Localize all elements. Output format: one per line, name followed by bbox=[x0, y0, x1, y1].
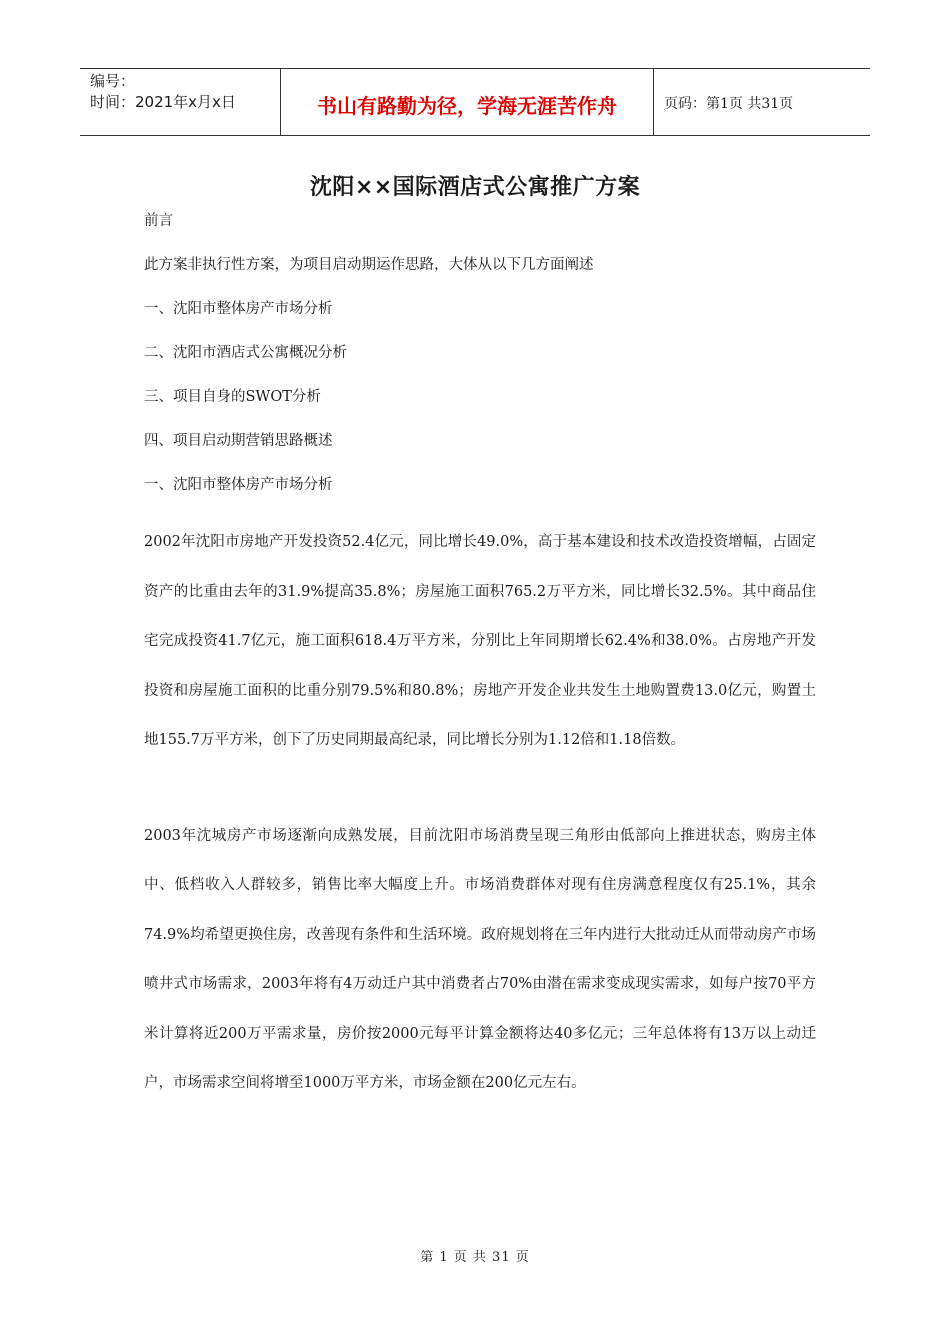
outline-item-2: 二、沈阳市酒店式公寓概况分析 bbox=[144, 345, 347, 361]
page-label: 页码：第1页 共31页 bbox=[664, 96, 794, 112]
time-label: 时间：2021年x月x日 bbox=[90, 93, 236, 111]
preface-heading: 前言 bbox=[144, 213, 173, 229]
header-meta-cell bbox=[80, 69, 281, 135]
document-header bbox=[80, 68, 870, 136]
page-footer: 第 1 页 共 31 页 bbox=[420, 1250, 530, 1265]
header-page-cell bbox=[654, 69, 870, 135]
outline-item-4: 四、项目启动期营销思路概述 bbox=[144, 433, 333, 449]
paragraph-2003-market: 2003年沈城房产市场逐渐向成熟发展，目前沈阳市场消费呈现三角形由低部向上推进状态，购房主体中、低档收入人群较多，销售比率大幅度上升。市场消费群体对现有住房满意程度仅有25.1%，其余74.9%均希望更换住房，改善现有条件和生活环境。政府规划将在三年内进行大批动迁从而带动房产市场喷井式市场需求，2003年将有4万动迁户其中消费者占70%由潜在需求变成现实需求，如每户按70平方米计算将近200万平需求量，房价按2000元每平计算金额将达40多亿元；三年总体将有13万以上动迁户，市场需求空间将增至1000万平方米，市场金额在200亿元左右。 bbox=[144, 827, 816, 1091]
outline-item-3: 三、项目自身的SWOT分析 bbox=[144, 389, 321, 405]
document-body bbox=[144, 209, 816, 1109]
document-title: 沈阳××国际酒店式公寓推广方案 bbox=[309, 175, 641, 200]
header-motto-cell bbox=[281, 69, 654, 135]
number-label: 编号： bbox=[90, 72, 136, 90]
intro-text: 此方案非执行性方案，为项目启动期运作思路，大体从以下几方面阐述 bbox=[144, 257, 594, 273]
outline-item-1: 一、沈阳市整体房产市场分析 bbox=[144, 301, 333, 317]
section-heading: 一、沈阳市整体房产市场分析 bbox=[144, 477, 333, 493]
paragraph-2002-market: 2002年沈阳市房地产开发投资52.4亿元，同比增长49.0%，高于基本建设和技术改造投资增幅，占固定资产的比重由去年的31.9%提高35.8%；房屋施工面积765.2万平方米，同比增长32.5%。其中商品住宅完成投资41.7亿元，施工面积618.4万平方米，分别比上年同期增长62.4%和38.0%。占房地产开发投资和房屋施工面积的比重分别79.5%和80.8%；房地产开发企业共发生土地购置费13.0亿元，购置土地155.7万平方米，创下了历史同期最高纪录，同比增长分别为1.12倍和1.18倍数。 bbox=[144, 534, 816, 748]
motto-text: 书山有路勤为径，学海无涯苦作舟 bbox=[317, 93, 617, 118]
